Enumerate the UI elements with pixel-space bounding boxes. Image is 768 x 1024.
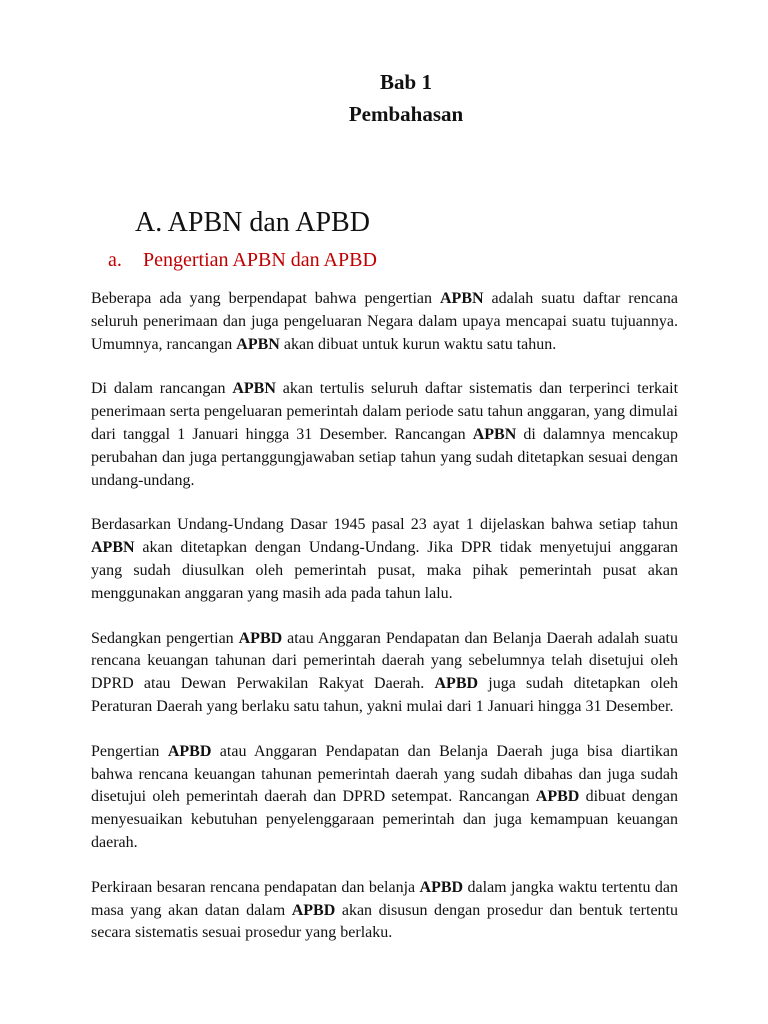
bold-term: APBD: [434, 675, 479, 693]
paragraph-text: adalah suatu daftar rencana seluruh penerimaan dan juga pengeluaran Negara dalam upaya mencapai suatu tujuannya. Umumnya, rancangan: [91, 290, 679, 353]
paragraph-text: dalam jangka waktu tertentu dan masa yang akan datan dalam: [91, 878, 679, 919]
bold-term: APBD: [535, 788, 580, 806]
bold-term: APBN: [472, 425, 517, 443]
paragraph: [91, 288, 678, 356]
bold-term: APBN: [232, 380, 276, 398]
paragraph: [91, 628, 678, 719]
paragraph-text: Di dalam rancangan: [91, 380, 233, 398]
paragraph-text: di dalamnya mencakup perubahan dan juga pertanggungjawaban setiap tahun yang sudah ditetapkan sesuai dengan undang-undang.: [91, 425, 679, 489]
paragraph-text: Beberapa ada yang berpendapat bahwa pengertian: [91, 290, 440, 307]
bold-term: APBN: [91, 539, 135, 557]
paragraph-text: dibuat dengan menyesuaikan kebutuhan penyelenggaraan pemerintah dan juga kemampuan keuangan daerah.: [91, 788, 679, 851]
chapter-number: Bab 1: [380, 70, 432, 94]
bold-term: APBD: [291, 901, 336, 919]
paragraph-text: akan tertulis seluruh daftar sistematis dan terperinci terkait penerimaan serta pengeluaran pemerintah dalam periode satu tahun anggaran, yang dimulai dari tanggal 1 Januari hingga 31 Desember. Rancangan: [91, 380, 679, 443]
paragraph-text: juga sudah ditetapkan oleh Peraturan Daerah yang berlaku satu tahun, yakni mulai dari 1 Januari hingga 31 Desember.: [91, 675, 679, 715]
section-heading: A. APBN dan APBD: [135, 207, 370, 238]
subsection-heading: [108, 246, 377, 274]
paragraph-text: Berdasarkan Undang-Undang Dasar 1945 pasal 23 ayat 1 dijelaskan bahwa setiap tahun: [91, 516, 678, 534]
bold-term: APBD: [238, 629, 283, 647]
paragraph-text: akan disusun dengan prosedur dan bentuk tertentu secara sistematis sesuai prosedur yang berlaku.: [91, 901, 678, 942]
paragraph: [91, 514, 678, 605]
paragraph-text: Perkiraan besaran rencana pendapatan dan belanja: [91, 878, 420, 896]
paragraph-text: akan ditetapkan dengan Undang-Undang. Jika DPR tidak menyetujui anggaran yang sudah diusulkan oleh pemerintah pusat, maka pihak pemerintah pusat akan menggunakan anggaran yang masih ada pada tahun lalu.: [91, 539, 678, 602]
chapter-title: Pembahasan: [348, 102, 464, 126]
subsection-marker: a.: [108, 249, 122, 271]
subsection-title: Pengertian APBN dan APBD: [143, 249, 377, 271]
paragraph-text: atau Anggaran Pendapatan dan Belanja Daerah juga bisa diartikan bahwa rencana keuangan tahunan pemerintah daerah yang sudah dibahas dan juga sudah disetujui oleh pemerintah daerah dan DPRD setempat. Rancangan: [91, 742, 678, 806]
paragraph-text: Pengertian: [91, 742, 168, 760]
bold-term: APBN: [236, 335, 280, 353]
chapter-title-block: [0, 66, 768, 130]
paragraph-text: akan dibuat untuk kurun waktu satu tahun.: [279, 335, 557, 353]
body-text: [91, 288, 678, 967]
paragraph: [91, 741, 678, 855]
paragraph: [91, 877, 678, 945]
bold-term: APBD: [167, 742, 212, 760]
bold-term: APBN: [440, 290, 484, 307]
paragraph-text: Sedangkan pengertian: [91, 629, 239, 647]
bold-term: APBD: [419, 878, 464, 896]
paragraph-text: atau Anggaran Pendapatan dan Belanja Daerah adalah suatu rencana keuangan tahunan dari pemerintah daerah yang sebelumnya telah disetujui oleh DPRD atau Dewan Perwakilan Rakyat Daerah.: [91, 629, 679, 693]
paragraph: [91, 378, 678, 492]
